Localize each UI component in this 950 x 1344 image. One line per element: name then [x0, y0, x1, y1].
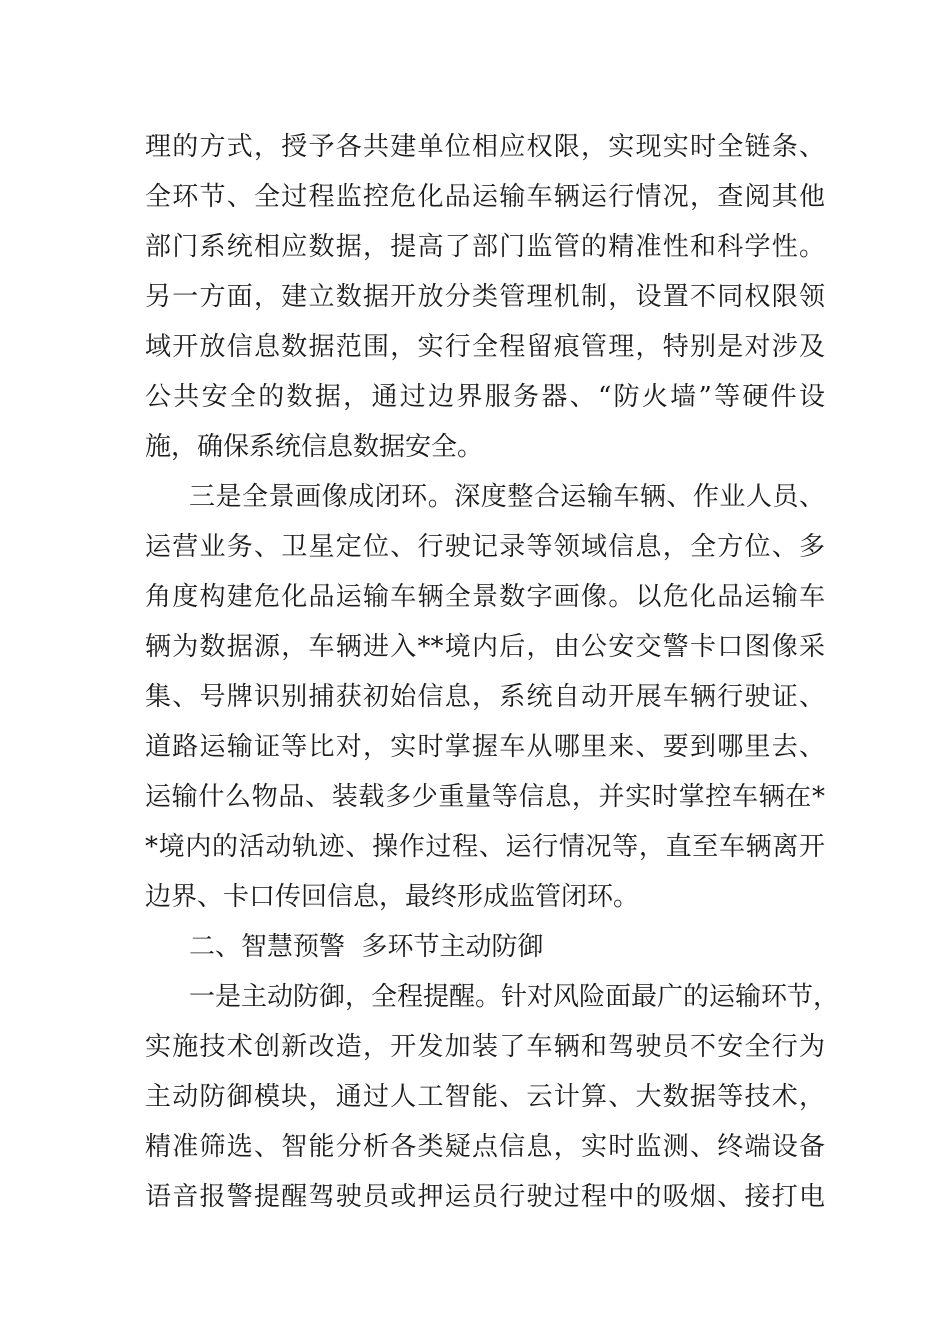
body-line: 运输什么物品、装载多少重量等信息，并实时掌控车辆在* — [145, 782, 825, 812]
document-body — [145, 122, 840, 1222]
paragraph-first-line: 一是主动防御，全程提醒。针对风险面最广的运输环节， — [189, 982, 840, 1012]
body-line: 公共安全的数据，通过边界服务器、“防火墙”等硬件设 — [145, 382, 825, 412]
body-line-paragraph-end: 施，确保系统信息数据安全。 — [145, 432, 484, 462]
body-line: 辆为数据源，车辆进入**境内后，由公安交警卡口图像采 — [145, 632, 825, 662]
body-line: 实施技术创新改造，开发加装了车辆和驾驶员不安全行为 — [145, 1032, 825, 1062]
body-line: 运营业务、卫星定位、行驶记录等领域信息，全方位、多 — [145, 532, 825, 562]
body-line: 角度构建危化品运输车辆全景数字画像。以危化品运输车 — [145, 582, 825, 612]
body-line: 道路运输证等比对，实时掌握车从哪里来、要到哪里去、 — [145, 732, 825, 762]
body-line: 语音报警提醒驾驶员或押运员行驶过程中的吸烟、接打电 — [145, 1182, 825, 1212]
paragraph-first-line: 三是全景画像成闭环。深度整合运输车辆、作业人员、 — [189, 482, 825, 512]
body-line: 主动防御模块，通过人工智能、云计算、大数据等技术， — [145, 1082, 825, 1112]
body-line: 理的方式，授予各共建单位相应权限，实现实时全链条、 — [145, 132, 825, 162]
body-line: 集、号牌识别捕获初始信息，系统自动开展车辆行驶证、 — [145, 682, 825, 712]
body-line: 部门系统相应数据，提高了部门监管的精准性和科学性。 — [145, 232, 825, 262]
body-line: 精准筛选、智能分析各类疑点信息，实时监测、终端设备 — [145, 1132, 825, 1162]
body-line-paragraph-end: 边界、卡口传回信息，最终形成监管闭环。 — [145, 882, 640, 912]
body-line: 全环节、全过程监控危化品运输车辆运行情况，查阅其他 — [145, 182, 825, 212]
body-line: 另一方面，建立数据开放分类管理机制，设置不同权限领 — [145, 282, 825, 312]
body-line: *境内的活动轨迹、操作过程、运行情况等，直至车辆离开 — [145, 832, 825, 862]
section-heading: 二、智慧预警 多环节主动防御 — [189, 932, 544, 962]
body-line: 域开放信息数据范围，实行全程留痕管理，特别是对涉及 — [145, 332, 825, 362]
